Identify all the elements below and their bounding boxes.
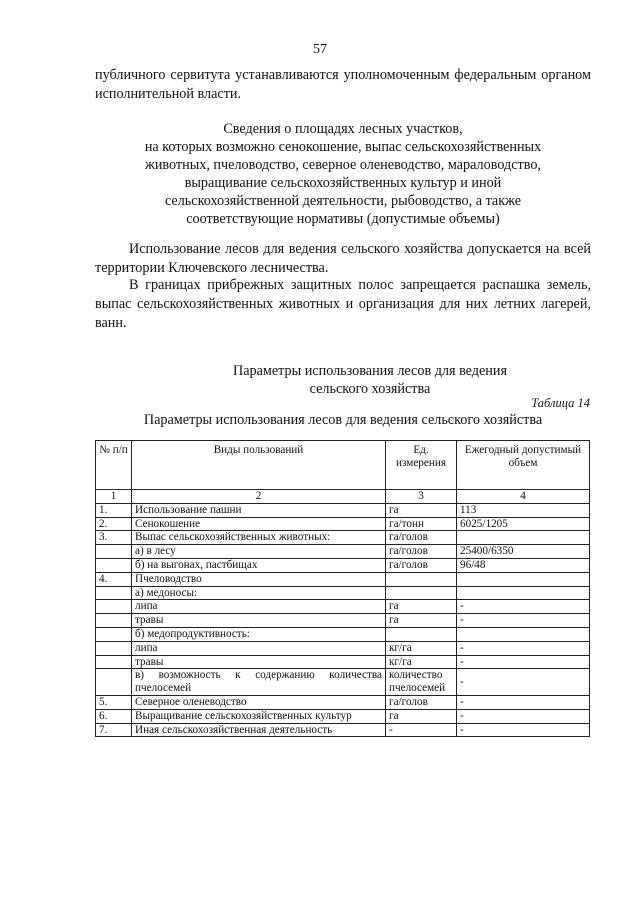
table-cell: 96/48	[457, 558, 590, 572]
table-row	[96, 531, 590, 545]
table-row	[96, 669, 590, 696]
table-cell: га	[386, 614, 457, 628]
table-cell: Выращивание сельскохозяйственных культур	[132, 709, 386, 723]
table-cell	[96, 669, 132, 696]
table-cell: га	[386, 600, 457, 614]
heading-line: Сведения о площадях лесных участков,	[223, 121, 463, 137]
table-row	[96, 614, 590, 628]
intro-paragraph: публичного сервитута устанавливаются уполномоченным федеральным органом исполнительной власти.	[95, 67, 591, 102]
heading-line: сельскохозяйственной деятельности, рыбоводство, а также	[164, 193, 522, 209]
table-row	[96, 572, 590, 586]
table-cell: -	[457, 709, 590, 723]
table-cell: 6.	[96, 709, 132, 723]
table-cell: 4	[457, 490, 590, 504]
table-cell: -	[457, 600, 590, 614]
table-cell: кг/га	[386, 655, 457, 669]
paragraph-forest-use: Использование лесов для ведения сельского хозяйства допускается на всей территории Ключевского лесничества.	[95, 241, 591, 276]
table-cell: -	[457, 723, 590, 737]
header-annual-volume: Ежегодный допустимый объем	[457, 441, 590, 490]
page-number: 57	[313, 42, 327, 57]
header-unit: Ед. измерения	[386, 441, 457, 490]
table-cell	[96, 641, 132, 655]
table-cell: Пчеловодство	[132, 572, 386, 586]
section-title-line: Параметры использования лесов для ведения	[232, 363, 508, 379]
table-row	[96, 695, 590, 709]
table-cell: Сенокошение	[132, 517, 386, 531]
table-index-row	[96, 490, 590, 504]
table-cell: 3.	[96, 531, 132, 545]
table-cell: 5.	[96, 695, 132, 709]
table-row	[96, 517, 590, 531]
table-cell: 1	[96, 490, 132, 504]
table-row	[96, 723, 590, 737]
table-cell: га	[386, 709, 457, 723]
table-row	[96, 503, 590, 517]
table-cell	[96, 558, 132, 572]
header-number: № п/п	[96, 441, 132, 490]
table-cell	[96, 627, 132, 641]
table-row	[96, 558, 590, 572]
table-cell: га/голов	[386, 558, 457, 572]
table-cell: липа	[132, 641, 386, 655]
table-cell: -	[457, 641, 590, 655]
table-cell: б) медопродуктивность:	[132, 627, 386, 641]
table-cell: га/голов	[386, 545, 457, 559]
parameters-table	[95, 440, 590, 737]
table-cell: 7.	[96, 723, 132, 737]
table-cell: -	[457, 614, 590, 628]
table-row	[96, 586, 590, 600]
heading-line: соответствующие нормативы (допустимые объемы)	[186, 211, 500, 227]
table-row	[96, 545, 590, 559]
table-cell: травы	[132, 655, 386, 669]
table-cell: травы	[132, 614, 386, 628]
table-cell: а) медоносы:	[132, 586, 386, 600]
table-cell	[457, 572, 590, 586]
table-cell: количество пчелосемей	[386, 669, 457, 696]
table-header-row	[96, 441, 590, 490]
table-cell: га/голов	[386, 695, 457, 709]
section-title-line: сельского хозяйства	[309, 381, 431, 397]
table-caption: Параметры использования лесов для ведения сельского хозяйства	[143, 412, 543, 428]
table-cell: кг/га	[386, 641, 457, 655]
table-cell: 6025/1205	[457, 517, 590, 531]
table-cell	[386, 586, 457, 600]
table-cell	[96, 600, 132, 614]
paragraph-protective-strips: В границах прибрежных защитных полос запрещается распашка земель, выпас сельскохозяйственных животных и организация для них летних лагерей, ванн.	[95, 277, 591, 331]
table-cell: га/тонн	[386, 517, 457, 531]
heading-line: на которых возможно сенокошение, выпас сельскохозяйственных	[144, 139, 542, 155]
table-cell: Выпас сельскохозяйственных животных:	[132, 531, 386, 545]
table-cell: га	[386, 503, 457, 517]
table-row	[96, 709, 590, 723]
table-cell: 113	[457, 503, 590, 517]
table-cell: -	[386, 723, 457, 737]
table-cell	[96, 614, 132, 628]
table-row	[96, 655, 590, 669]
table-cell: 4.	[96, 572, 132, 586]
table-cell	[386, 627, 457, 641]
table-cell: а) в лесу	[132, 545, 386, 559]
heading-line: животных, пчеловодство, северное оленеводство, мараловодство,	[145, 157, 541, 173]
table-cell: липа	[132, 600, 386, 614]
table-cell: Использование пашни	[132, 503, 386, 517]
table-cell: Иная сельскохозяйственная деятельность	[132, 723, 386, 737]
table-cell: 25400/6350	[457, 545, 590, 559]
table-cell	[96, 655, 132, 669]
table-cell: -	[457, 695, 590, 709]
table-cell: 1.	[96, 503, 132, 517]
table-cell: 2.	[96, 517, 132, 531]
table-cell: 3	[386, 490, 457, 504]
table-cell	[457, 531, 590, 545]
table-label: Таблица 14	[531, 396, 590, 410]
table-cell	[96, 586, 132, 600]
table-cell: га/голов	[386, 531, 457, 545]
table-cell	[96, 545, 132, 559]
table-cell	[457, 627, 590, 641]
table-cell: в) возможность к содержанию количества пчелосемей	[132, 669, 386, 696]
table-cell: -	[457, 669, 590, 696]
table-cell: Северное оленеводство	[132, 695, 386, 709]
table-cell: б) на выгонах, пастбищах	[132, 558, 386, 572]
table-cell: -	[457, 655, 590, 669]
table-cell: 2	[132, 490, 386, 504]
section-title	[200, 362, 540, 398]
table-row	[96, 641, 590, 655]
section-heading	[95, 120, 591, 228]
table-row	[96, 627, 590, 641]
heading-line: выращивание сельскохозяйственных культур и иной	[184, 175, 502, 191]
table-cell	[386, 572, 457, 586]
header-use-type: Виды пользований	[132, 441, 386, 490]
table-row	[96, 600, 590, 614]
table-cell	[457, 586, 590, 600]
